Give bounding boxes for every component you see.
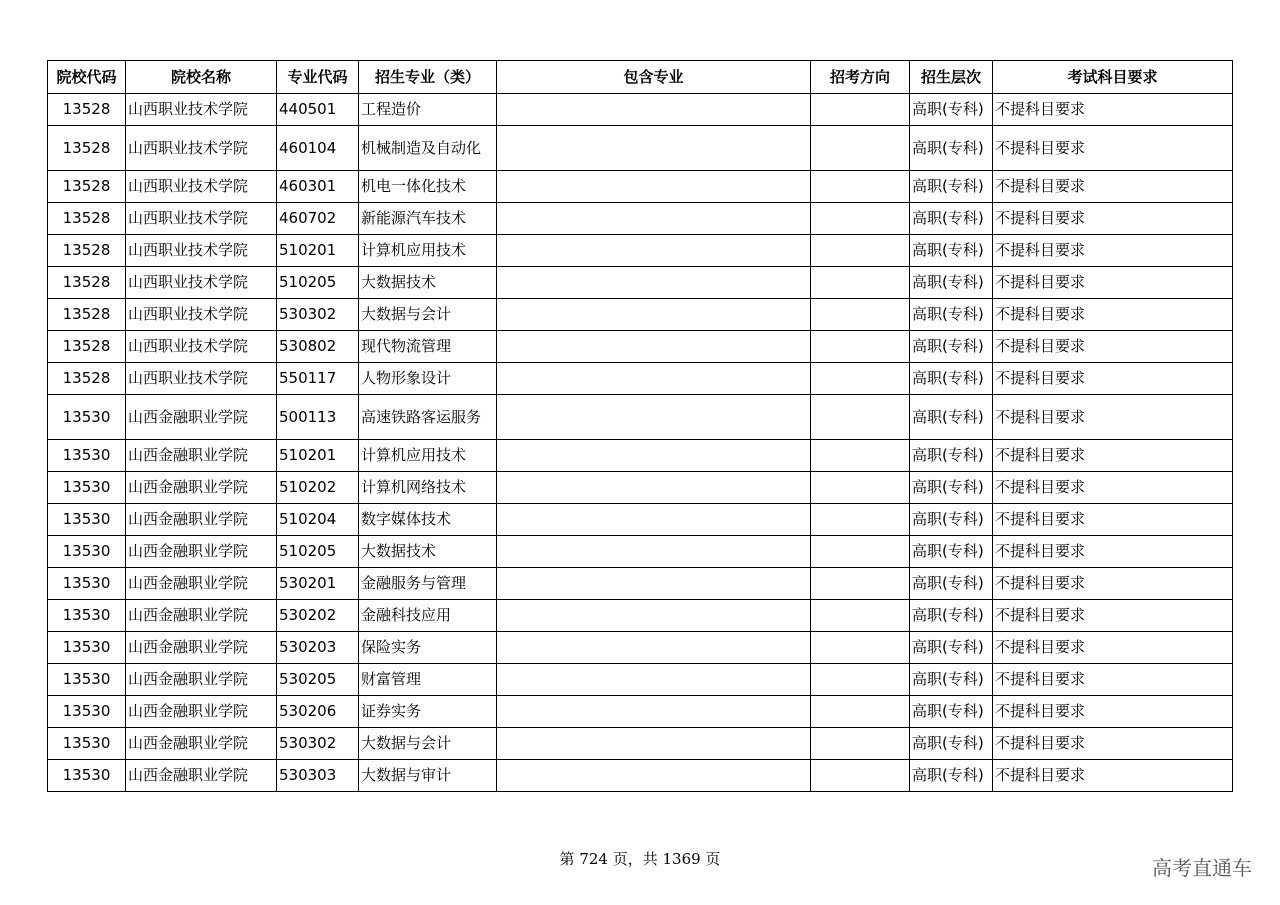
table-body [48,94,1233,792]
cell-major: 金融科技应用 [359,600,497,632]
table-row [48,299,1233,331]
header-major-code: 专业代码 [277,61,359,94]
cell-direction [811,267,910,299]
cell-includes [497,235,811,267]
cell-school-code: 13530 [48,600,126,632]
cell-level: 高职(专科) [910,696,993,728]
cell-school-code: 13530 [48,664,126,696]
table-row [48,171,1233,203]
cell-level: 高职(专科) [910,760,993,792]
cell-level: 高职(专科) [910,126,993,171]
cell-major-code: 510205 [277,267,359,299]
cell-school-name: 山西职业技术学院 [126,299,277,331]
cell-major: 机电一体化技术 [359,171,497,203]
cell-major-code: 530802 [277,331,359,363]
cell-requirement: 不提科目要求 [993,600,1233,632]
cell-level: 高职(专科) [910,440,993,472]
table-row [48,395,1233,440]
cell-direction [811,728,910,760]
cell-direction [811,203,910,235]
cell-school-name: 山西职业技术学院 [126,363,277,395]
cell-major-code: 530302 [277,728,359,760]
cell-level: 高职(专科) [910,235,993,267]
cell-includes [497,568,811,600]
cell-major: 大数据与会计 [359,728,497,760]
cell-level: 高职(专科) [910,472,993,504]
cell-school-name: 山西职业技术学院 [126,203,277,235]
cell-school-name: 山西金融职业学院 [126,395,277,440]
cell-direction [811,126,910,171]
cell-school-code: 13530 [48,728,126,760]
table-row [48,696,1233,728]
cell-school-name: 山西金融职业学院 [126,568,277,600]
table-row [48,94,1233,126]
cell-school-code: 13528 [48,267,126,299]
cell-requirement: 不提科目要求 [993,568,1233,600]
cell-major: 计算机应用技术 [359,440,497,472]
cell-school-name: 山西金融职业学院 [126,536,277,568]
cell-school-code: 13530 [48,440,126,472]
cell-school-code: 13528 [48,126,126,171]
cell-school-name: 山西金融职业学院 [126,440,277,472]
cell-requirement: 不提科目要求 [993,440,1233,472]
cell-major: 计算机应用技术 [359,235,497,267]
cell-requirement: 不提科目要求 [993,171,1233,203]
cell-level: 高职(专科) [910,728,993,760]
cell-major-code: 530205 [277,664,359,696]
cell-requirement: 不提科目要求 [993,664,1233,696]
cell-requirement: 不提科目要求 [993,331,1233,363]
cell-major: 计算机网络技术 [359,472,497,504]
cell-level: 高职(专科) [910,536,993,568]
cell-major-code: 500113 [277,395,359,440]
table-row [48,536,1233,568]
cell-level: 高职(专科) [910,600,993,632]
page-number: 第 724 页，共 1369 页 [559,850,721,868]
cell-school-name: 山西职业技术学院 [126,235,277,267]
cell-direction [811,171,910,203]
table-row [48,504,1233,536]
table-row [48,728,1233,760]
cell-major-code: 460104 [277,126,359,171]
cell-major: 大数据与会计 [359,299,497,331]
cell-includes [497,171,811,203]
cell-includes [497,94,811,126]
cell-requirement: 不提科目要求 [993,299,1233,331]
cell-requirement: 不提科目要求 [993,696,1233,728]
cell-direction [811,536,910,568]
cell-school-name: 山西职业技术学院 [126,267,277,299]
cell-major-code: 530201 [277,568,359,600]
cell-requirement: 不提科目要求 [993,632,1233,664]
cell-school-code: 13528 [48,363,126,395]
cell-major-code: 530303 [277,760,359,792]
cell-school-code: 13530 [48,472,126,504]
cell-level: 高职(专科) [910,632,993,664]
table-row [48,440,1233,472]
cell-level: 高职(专科) [910,363,993,395]
cell-major-code: 460702 [277,203,359,235]
cell-includes [497,267,811,299]
cell-school-code: 13530 [48,395,126,440]
header-direction: 招考方向 [811,61,910,94]
cell-includes [497,299,811,331]
cell-school-name: 山西金融职业学院 [126,632,277,664]
table-row [48,568,1233,600]
cell-requirement: 不提科目要求 [993,235,1233,267]
cell-includes [497,395,811,440]
cell-includes [497,600,811,632]
cell-direction [811,395,910,440]
cell-school-code: 13528 [48,94,126,126]
cell-level: 高职(专科) [910,331,993,363]
cell-direction [811,94,910,126]
table-header-row [48,61,1233,94]
cell-includes [497,440,811,472]
cell-school-code: 13528 [48,299,126,331]
cell-school-code: 13530 [48,760,126,792]
table-row [48,363,1233,395]
cell-school-code: 13530 [48,504,126,536]
cell-includes [497,363,811,395]
cell-level: 高职(专科) [910,664,993,696]
cell-includes [497,203,811,235]
table-row [48,331,1233,363]
cell-requirement: 不提科目要求 [993,267,1233,299]
header-school-name: 院校名称 [126,61,277,94]
header-requirement: 考试科目要求 [993,61,1233,94]
cell-school-code: 13528 [48,171,126,203]
cell-direction [811,568,910,600]
cell-major-code: 550117 [277,363,359,395]
cell-school-code: 13530 [48,568,126,600]
header-major: 招生专业（类） [359,61,497,94]
cell-level: 高职(专科) [910,171,993,203]
cell-includes [497,760,811,792]
cell-school-name: 山西职业技术学院 [126,94,277,126]
cell-school-name: 山西金融职业学院 [126,760,277,792]
cell-school-name: 山西金融职业学院 [126,696,277,728]
cell-school-name: 山西职业技术学院 [126,126,277,171]
cell-major: 新能源汽车技术 [359,203,497,235]
cell-major-code: 510204 [277,504,359,536]
cell-school-name: 山西金融职业学院 [126,504,277,536]
cell-direction [811,760,910,792]
cell-direction [811,696,910,728]
cell-direction [811,664,910,696]
cell-major-code: 510201 [277,440,359,472]
cell-direction [811,440,910,472]
table-row [48,235,1233,267]
cell-school-code: 13530 [48,536,126,568]
cell-includes [497,728,811,760]
cell-major: 证券实务 [359,696,497,728]
cell-major: 财富管理 [359,664,497,696]
cell-requirement: 不提科目要求 [993,94,1233,126]
cell-requirement: 不提科目要求 [993,363,1233,395]
cell-includes [497,696,811,728]
table-row [48,267,1233,299]
cell-direction [811,331,910,363]
cell-school-name: 山西金融职业学院 [126,472,277,504]
cell-level: 高职(专科) [910,395,993,440]
table-row [48,126,1233,171]
cell-major-code: 530302 [277,299,359,331]
cell-direction [811,632,910,664]
cell-requirement: 不提科目要求 [993,395,1233,440]
cell-requirement: 不提科目要求 [993,536,1233,568]
cell-direction [811,363,910,395]
cell-major: 大数据技术 [359,536,497,568]
cell-major-code: 530206 [277,696,359,728]
cell-school-code: 13530 [48,632,126,664]
header-includes: 包含专业 [497,61,811,94]
cell-major-code: 510201 [277,235,359,267]
cell-includes [497,504,811,536]
cell-major: 大数据技术 [359,267,497,299]
admission-table [47,60,1233,792]
cell-school-name: 山西职业技术学院 [126,171,277,203]
cell-major-code: 460301 [277,171,359,203]
cell-major: 现代物流管理 [359,331,497,363]
cell-level: 高职(专科) [910,203,993,235]
cell-major: 金融服务与管理 [359,568,497,600]
watermark: 高考直通车 [1152,856,1252,880]
table-row [48,203,1233,235]
table-row [48,472,1233,504]
cell-level: 高职(专科) [910,267,993,299]
table-row [48,632,1233,664]
cell-includes [497,331,811,363]
cell-direction [811,299,910,331]
cell-direction [811,472,910,504]
cell-school-name: 山西金融职业学院 [126,664,277,696]
cell-level: 高职(专科) [910,299,993,331]
cell-school-name: 山西职业技术学院 [126,331,277,363]
cell-school-name: 山西金融职业学院 [126,728,277,760]
cell-major: 大数据与审计 [359,760,497,792]
cell-major-code: 510205 [277,536,359,568]
cell-major: 数字媒体技术 [359,504,497,536]
cell-direction [811,504,910,536]
cell-direction [811,600,910,632]
cell-school-code: 13528 [48,331,126,363]
cell-major-code: 440501 [277,94,359,126]
cell-direction [811,235,910,267]
cell-requirement: 不提科目要求 [993,203,1233,235]
cell-major-code: 510202 [277,472,359,504]
table-row [48,664,1233,696]
cell-includes [497,472,811,504]
cell-major-code: 530202 [277,600,359,632]
cell-level: 高职(专科) [910,568,993,600]
cell-school-code: 13528 [48,235,126,267]
cell-requirement: 不提科目要求 [993,728,1233,760]
cell-major: 人物形象设计 [359,363,497,395]
cell-major-code: 530203 [277,632,359,664]
table-row [48,600,1233,632]
cell-includes [497,632,811,664]
cell-includes [497,126,811,171]
cell-level: 高职(专科) [910,504,993,536]
cell-includes [497,536,811,568]
cell-requirement: 不提科目要求 [993,472,1233,504]
cell-school-code: 13530 [48,696,126,728]
cell-major: 高速铁路客运服务 [359,395,497,440]
cell-major: 机械制造及自动化 [359,126,497,171]
header-school-code: 院校代码 [48,61,126,94]
header-level: 招生层次 [910,61,993,94]
cell-major: 工程造价 [359,94,497,126]
cell-requirement: 不提科目要求 [993,760,1233,792]
cell-level: 高职(专科) [910,94,993,126]
cell-requirement: 不提科目要求 [993,504,1233,536]
cell-major: 保险实务 [359,632,497,664]
cell-school-name: 山西金融职业学院 [126,600,277,632]
table-row [48,760,1233,792]
cell-includes [497,664,811,696]
cell-school-code: 13528 [48,203,126,235]
cell-requirement: 不提科目要求 [993,126,1233,171]
